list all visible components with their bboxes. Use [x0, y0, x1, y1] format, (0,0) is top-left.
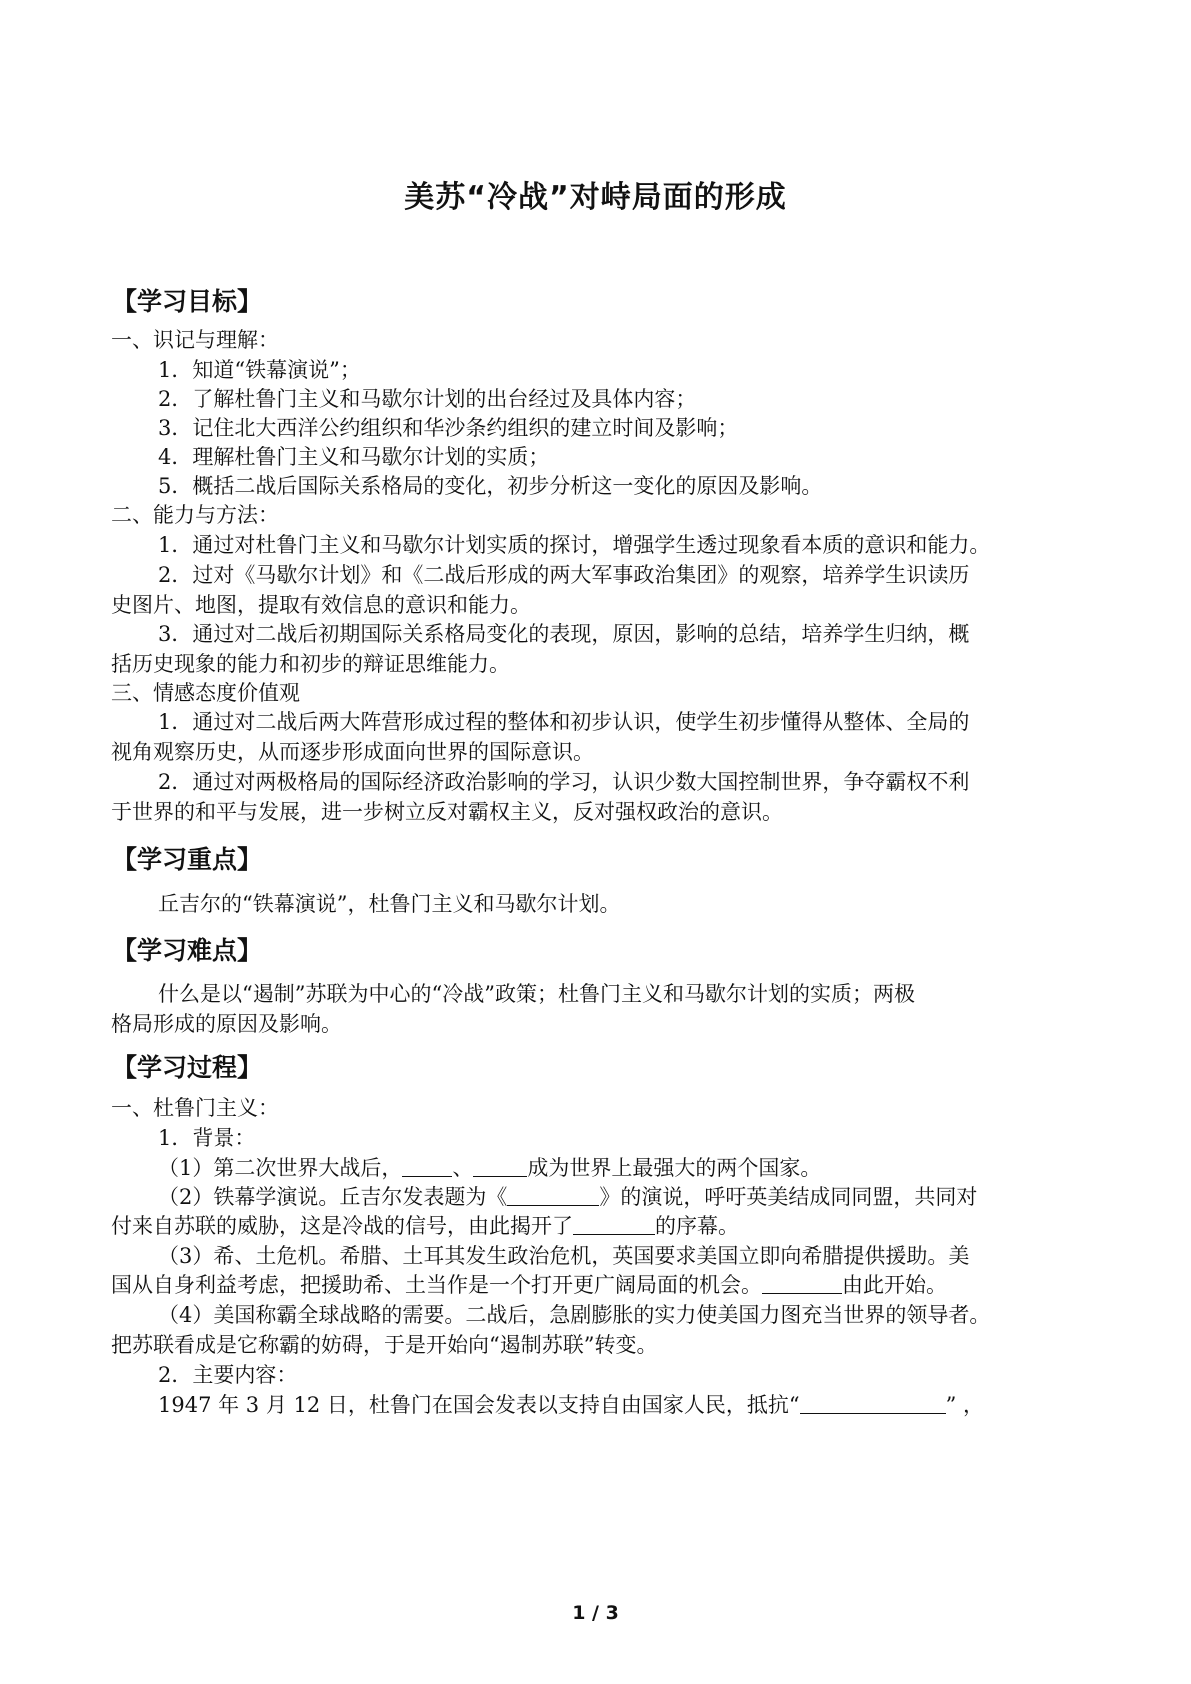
section-heading-goals: 【学习目标】	[112, 287, 263, 316]
goals-part2-heading: 二、能力与方法：	[111, 503, 279, 527]
difficulty-text: 什么是以“遏制”苏联为中心的“冷战”政策；杜鲁门主义和马歇尔计划的实质；两极	[158, 982, 915, 1006]
page-number: 1 / 3	[572, 1602, 619, 1624]
goal-item: 3．通过对二战后初期国际关系格局变化的表现，原因，影响的总结，培养学生归纳，概	[158, 622, 970, 646]
section-heading-key-points: 【学习重点】	[112, 845, 263, 874]
goal-item: 2．过对《马歇尔计划》和《二战后形成的两大军事政治集团》的观察，培养学生识读历	[158, 563, 970, 587]
key-points-text: 丘吉尔的“铁幕演说”，杜鲁门主义和马歇尔计划。	[158, 892, 621, 916]
goals-part3-heading: 三、情感态度价值观	[111, 681, 300, 705]
process-paragraph: （3）希、土危机。希腊、土耳其发生政治危机，英国要求美国立即向希腊提供援助。美	[158, 1244, 970, 1268]
difficulty-text-continuation: 格局形成的原因及影响。	[111, 1012, 342, 1036]
fill-blank-line: 国从自身利益考虑，把援助希、土当作是一个打开更广阔局面的机会。 由此开始。	[111, 1273, 947, 1297]
goal-item: 4．理解杜鲁门主义和马歇尔计划的实质；	[158, 445, 550, 469]
answer-blank[interactable]	[507, 1183, 599, 1206]
fill-blank-line: （1）第二次世界大战后， 、 成为世界上最强大的两个国家。	[158, 1156, 822, 1180]
goal-item-continuation: 视角观察历史，从而逐步形成面向世界的国际意识。	[111, 740, 594, 764]
goal-item: 1．知道“铁幕演说”；	[158, 358, 361, 382]
answer-blank[interactable]	[800, 1391, 946, 1414]
goal-item-continuation: 于世界的和平与发展，进一步树立反对霸权主义，反对强权政治的意识。	[111, 800, 783, 824]
fill-blank-line: 1947 年 3 月 12 日，杜鲁门在国会发表以支持自由国家人民，抵抗“ ” ，	[158, 1393, 985, 1417]
process-subheading-background: 1．背景：	[158, 1126, 256, 1150]
process-paragraph: （4）美国称霸全球战略的需要。二战后，急剧膨胀的实力使美国力图充当世界的领导者。	[158, 1303, 991, 1327]
goal-item: 1．通过对二战后两大阵营形成过程的整体和初步认识，使学生初步懂得从整体、全局的	[158, 710, 970, 734]
goal-item: 3．记住北大西洋公约组织和华沙条约组织的建立时间及影响；	[158, 416, 739, 440]
section-heading-difficulty: 【学习难点】	[112, 936, 263, 965]
goal-item: 2．了解杜鲁门主义和马歇尔计划的出台经过及具体内容；	[158, 387, 697, 411]
goal-item-continuation: 括历史现象的能力和初步的辩证思维能力。	[111, 652, 510, 676]
process-paragraph-continuation: 把苏联看成是它称霸的妨碍，于是开始向“遏制苏联”转变。	[111, 1333, 658, 1357]
answer-blank[interactable]	[762, 1271, 842, 1294]
answer-blank[interactable]	[573, 1212, 655, 1235]
goal-item: 1．通过对杜鲁门主义和马歇尔计划实质的探讨，增强学生透过现象看本质的意识和能力。	[158, 533, 991, 557]
goal-item: 5．概括二战后国际关系格局的变化，初步分析这一变化的原因及影响。	[158, 474, 823, 498]
answer-blank[interactable]	[473, 1154, 527, 1177]
process-subheading-main-content: 2．主要内容：	[158, 1363, 298, 1387]
document-title: 美苏“冷战”对峙局面的形成	[404, 180, 787, 215]
goals-part1-heading: 一、识记与理解：	[111, 328, 279, 352]
goal-item: 2．通过对两极格局的国际经济政治影响的学习，认识少数大国控制世界，争夺霸权不利	[158, 770, 970, 794]
answer-blank[interactable]	[402, 1154, 452, 1177]
fill-blank-line: 付来自苏联的威胁，这是冷战的信号，由此揭开了 的序幕。	[111, 1214, 739, 1238]
fill-blank-line: （2）铁幕学演说。丘吉尔发表题为《 》的演说，呼吁英美结成同同盟，共同对	[158, 1185, 978, 1209]
goal-item-continuation: 史图片、地图，提取有效信息的意识和能力。	[111, 593, 531, 617]
section-heading-process: 【学习过程】	[112, 1053, 263, 1082]
process-part1-heading: 一、杜鲁门主义：	[111, 1096, 279, 1120]
